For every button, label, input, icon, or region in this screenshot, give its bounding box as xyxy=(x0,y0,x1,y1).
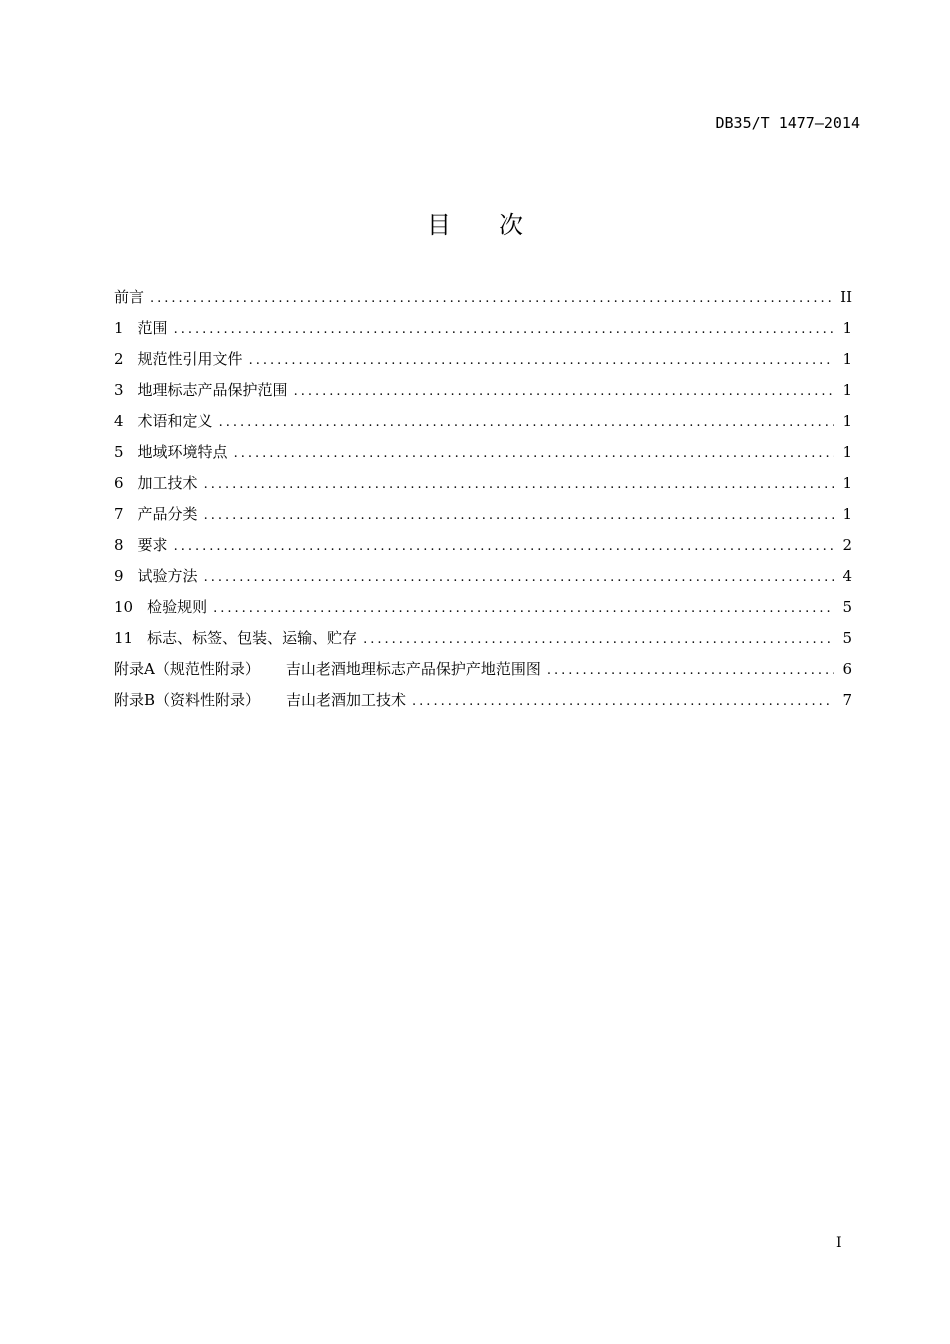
toc-entry-appendix-a[interactable] xyxy=(114,654,852,685)
toc-entry-label: 标志、标签、包装、运输、贮存 xyxy=(147,629,358,647)
toc-entry-page: 1 xyxy=(842,350,852,368)
toc-entry-label: 地理标志产品保护范围 xyxy=(137,381,288,399)
toc-entry-label: 加工技术 xyxy=(137,474,198,492)
toc-entry-subtitle: 吉山老酒加工技术 xyxy=(286,691,407,709)
toc-entry-number: 2 xyxy=(114,350,124,368)
page-number: I xyxy=(836,1235,842,1251)
toc-entry-number: 7 xyxy=(114,505,124,523)
toc-entry-11[interactable] xyxy=(114,623,852,654)
toc-entry-appendix-b[interactable] xyxy=(114,685,852,716)
toc-entry-number: 6 xyxy=(114,474,124,492)
toc-entry-10[interactable] xyxy=(114,592,852,623)
toc-entry-page: 1 xyxy=(842,474,852,492)
toc-entry-8[interactable] xyxy=(114,530,852,561)
toc-entry-6[interactable] xyxy=(114,468,852,499)
toc-entry-9[interactable] xyxy=(114,561,852,592)
toc-entry-2[interactable] xyxy=(114,344,852,375)
dot-leader xyxy=(234,438,834,469)
toc-title-char-2: 次 xyxy=(499,211,523,239)
toc-entry-4[interactable] xyxy=(114,406,852,437)
toc-title-char-1: 目 xyxy=(427,211,451,239)
toc-entry-page: 1 xyxy=(842,319,852,337)
dot-leader xyxy=(174,314,834,345)
toc-entry-page: II xyxy=(840,288,852,306)
dot-leader xyxy=(363,624,834,655)
toc-entry-number: 11 xyxy=(114,629,134,647)
toc-entry-label: 范围 xyxy=(137,319,168,337)
toc-entry-label: 地域环境特点 xyxy=(137,443,228,461)
document-code: DB35/T 1477—2014 xyxy=(715,114,860,132)
toc-entry-number: 10 xyxy=(114,598,134,616)
toc-list xyxy=(114,282,852,716)
dot-leader xyxy=(204,500,834,531)
toc-entry-7[interactable] xyxy=(114,499,852,530)
dot-leader xyxy=(249,345,834,376)
toc-entry-label: 术语和定义 xyxy=(137,412,213,430)
toc-entry-label: 附录B（资料性附录） xyxy=(114,691,261,709)
toc-entry-1[interactable] xyxy=(114,313,852,344)
toc-entry-number: 5 xyxy=(114,443,124,461)
toc-entry-page: 1 xyxy=(842,412,852,430)
dot-leader xyxy=(204,562,834,593)
toc-entry-page: 1 xyxy=(842,505,852,523)
dot-leader xyxy=(412,686,834,717)
toc-entry-page: 4 xyxy=(842,567,852,585)
toc-entry-number: 4 xyxy=(114,412,124,430)
toc-entry-label: 试验方法 xyxy=(137,567,198,585)
toc-title xyxy=(0,205,950,240)
toc-entry-page: 1 xyxy=(842,443,852,461)
toc-entry-number: 1 xyxy=(114,319,124,337)
dot-leader xyxy=(213,593,834,624)
toc-entry-label: 产品分类 xyxy=(137,505,198,523)
toc-entry-3[interactable] xyxy=(114,375,852,406)
dot-leader xyxy=(150,283,832,314)
toc-entry-number: 3 xyxy=(114,381,124,399)
toc-entry-subtitle: 吉山老酒地理标志产品保护产地范围图 xyxy=(285,660,541,678)
toc-entry-label: 检验规则 xyxy=(147,598,208,616)
toc-entry-label: 要求 xyxy=(137,536,168,554)
toc-entry-page: 5 xyxy=(842,598,852,616)
toc-entry-number: 8 xyxy=(114,536,124,554)
toc-entry-label: 附录A（规范性附录） xyxy=(114,660,260,678)
dot-leader xyxy=(219,407,834,438)
dot-leader xyxy=(174,531,834,562)
toc-entry-page: 2 xyxy=(842,536,852,554)
toc-entry-page: 5 xyxy=(842,629,852,647)
toc-entry-label: 规范性引用文件 xyxy=(137,350,243,368)
toc-entry-number: 9 xyxy=(114,567,124,585)
toc-entry-label: 前言 xyxy=(114,288,145,306)
toc-entry-page: 6 xyxy=(842,660,852,678)
dot-leader xyxy=(294,376,834,407)
toc-entry-5[interactable] xyxy=(114,437,852,468)
dot-leader xyxy=(547,655,834,686)
toc-entry-foreword[interactable] xyxy=(114,282,852,313)
toc-entry-page: 7 xyxy=(842,691,852,709)
toc-entry-page: 1 xyxy=(842,381,852,399)
dot-leader xyxy=(204,469,834,500)
